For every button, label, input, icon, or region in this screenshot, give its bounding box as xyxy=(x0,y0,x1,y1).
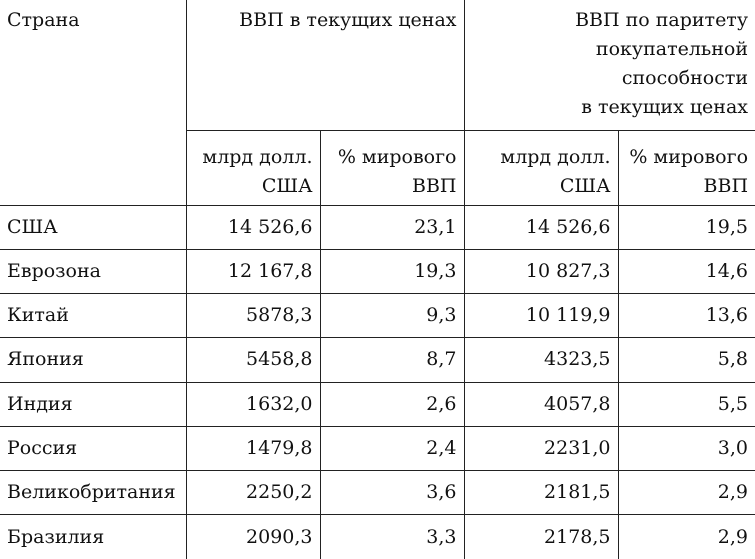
header-line: % мирового xyxy=(337,146,457,169)
ppp-bln-cell: 14 526,6 xyxy=(464,205,618,249)
nominal-bln-cell: 2090,3 xyxy=(186,515,320,559)
table-row xyxy=(0,426,755,470)
nominal-pct-header xyxy=(320,131,464,205)
country-cell: Япония xyxy=(0,338,186,382)
ppp-bln-cell: 2178,5 xyxy=(464,515,618,559)
nominal-pct-cell: 3,6 xyxy=(320,470,464,514)
nominal-bln-cell: 2250,2 xyxy=(186,470,320,514)
header-line: США xyxy=(559,175,611,198)
nominal-pct-cell: 23,1 xyxy=(320,205,464,249)
country-cell: Индия xyxy=(0,382,186,426)
nominal-bln-cell: 1479,8 xyxy=(186,426,320,470)
nominal-pct-cell: 2,6 xyxy=(320,382,464,426)
nominal-bln-usd-header xyxy=(186,131,320,205)
table-row xyxy=(0,294,755,338)
country-cell: Китай xyxy=(0,294,186,338)
table-row xyxy=(0,515,755,559)
country-cell: Еврозона xyxy=(0,249,186,293)
table-row xyxy=(0,382,755,426)
ppp-bln-cell: 4323,5 xyxy=(464,338,618,382)
header-line: % мирового xyxy=(629,146,749,169)
ppp-pct-cell: 5,8 xyxy=(618,338,755,382)
header-line: США xyxy=(261,175,313,198)
nominal-bln-cell: 14 526,6 xyxy=(186,205,320,249)
ppp-pct-cell: 14,6 xyxy=(618,249,755,293)
table-row xyxy=(0,249,755,293)
ppp-bln-usd-header xyxy=(464,131,618,205)
nominal-pct-cell: 19,3 xyxy=(320,249,464,293)
header-line: млрд долл. xyxy=(500,146,611,169)
country-cell: Россия xyxy=(0,426,186,470)
ppp-gdp-header xyxy=(464,0,755,131)
ppp-pct-cell: 19,5 xyxy=(618,205,755,249)
nominal-bln-cell: 5878,3 xyxy=(186,294,320,338)
nominal-pct-cell: 3,3 xyxy=(320,515,464,559)
ppp-bln-cell: 4057,8 xyxy=(464,382,618,426)
table-row xyxy=(0,205,755,249)
header-line: млрд долл. xyxy=(202,146,313,169)
nominal-pct-cell: 8,7 xyxy=(320,338,464,382)
country-cell: США xyxy=(0,205,186,249)
ppp-header-line: покупательной xyxy=(595,38,749,60)
header-row-top xyxy=(0,0,755,131)
ppp-header-line: способности xyxy=(621,67,749,89)
ppp-header-line: ВВП по паритету xyxy=(575,9,749,31)
ppp-bln-cell: 2231,0 xyxy=(464,426,618,470)
ppp-pct-cell: 13,6 xyxy=(618,294,755,338)
ppp-bln-cell: 2181,5 xyxy=(464,470,618,514)
nominal-gdp-header: ВВП в текущих ценах xyxy=(186,0,464,131)
country-cell: Бразилия xyxy=(0,515,186,559)
ppp-pct-header xyxy=(618,131,755,205)
nominal-pct-cell: 2,4 xyxy=(320,426,464,470)
ppp-pct-cell: 2,9 xyxy=(618,515,755,559)
ppp-bln-cell: 10 827,3 xyxy=(464,249,618,293)
nominal-bln-cell: 1632,0 xyxy=(186,382,320,426)
nominal-bln-cell: 12 167,8 xyxy=(186,249,320,293)
country-cell: Великобритания xyxy=(0,470,186,514)
ppp-pct-cell: 5,5 xyxy=(618,382,755,426)
ppp-header-line: в текущих ценах xyxy=(581,96,749,118)
ppp-pct-cell: 3,0 xyxy=(618,426,755,470)
table-row xyxy=(0,338,755,382)
table-row xyxy=(0,470,755,514)
header-line: ВВП xyxy=(703,175,749,198)
ppp-bln-cell: 10 119,9 xyxy=(464,294,618,338)
ppp-pct-cell: 2,9 xyxy=(618,470,755,514)
nominal-bln-cell: 5458,8 xyxy=(186,338,320,382)
nominal-pct-cell: 9,3 xyxy=(320,294,464,338)
header-line: ВВП xyxy=(412,175,457,198)
country-column-header: Страна xyxy=(0,0,186,205)
